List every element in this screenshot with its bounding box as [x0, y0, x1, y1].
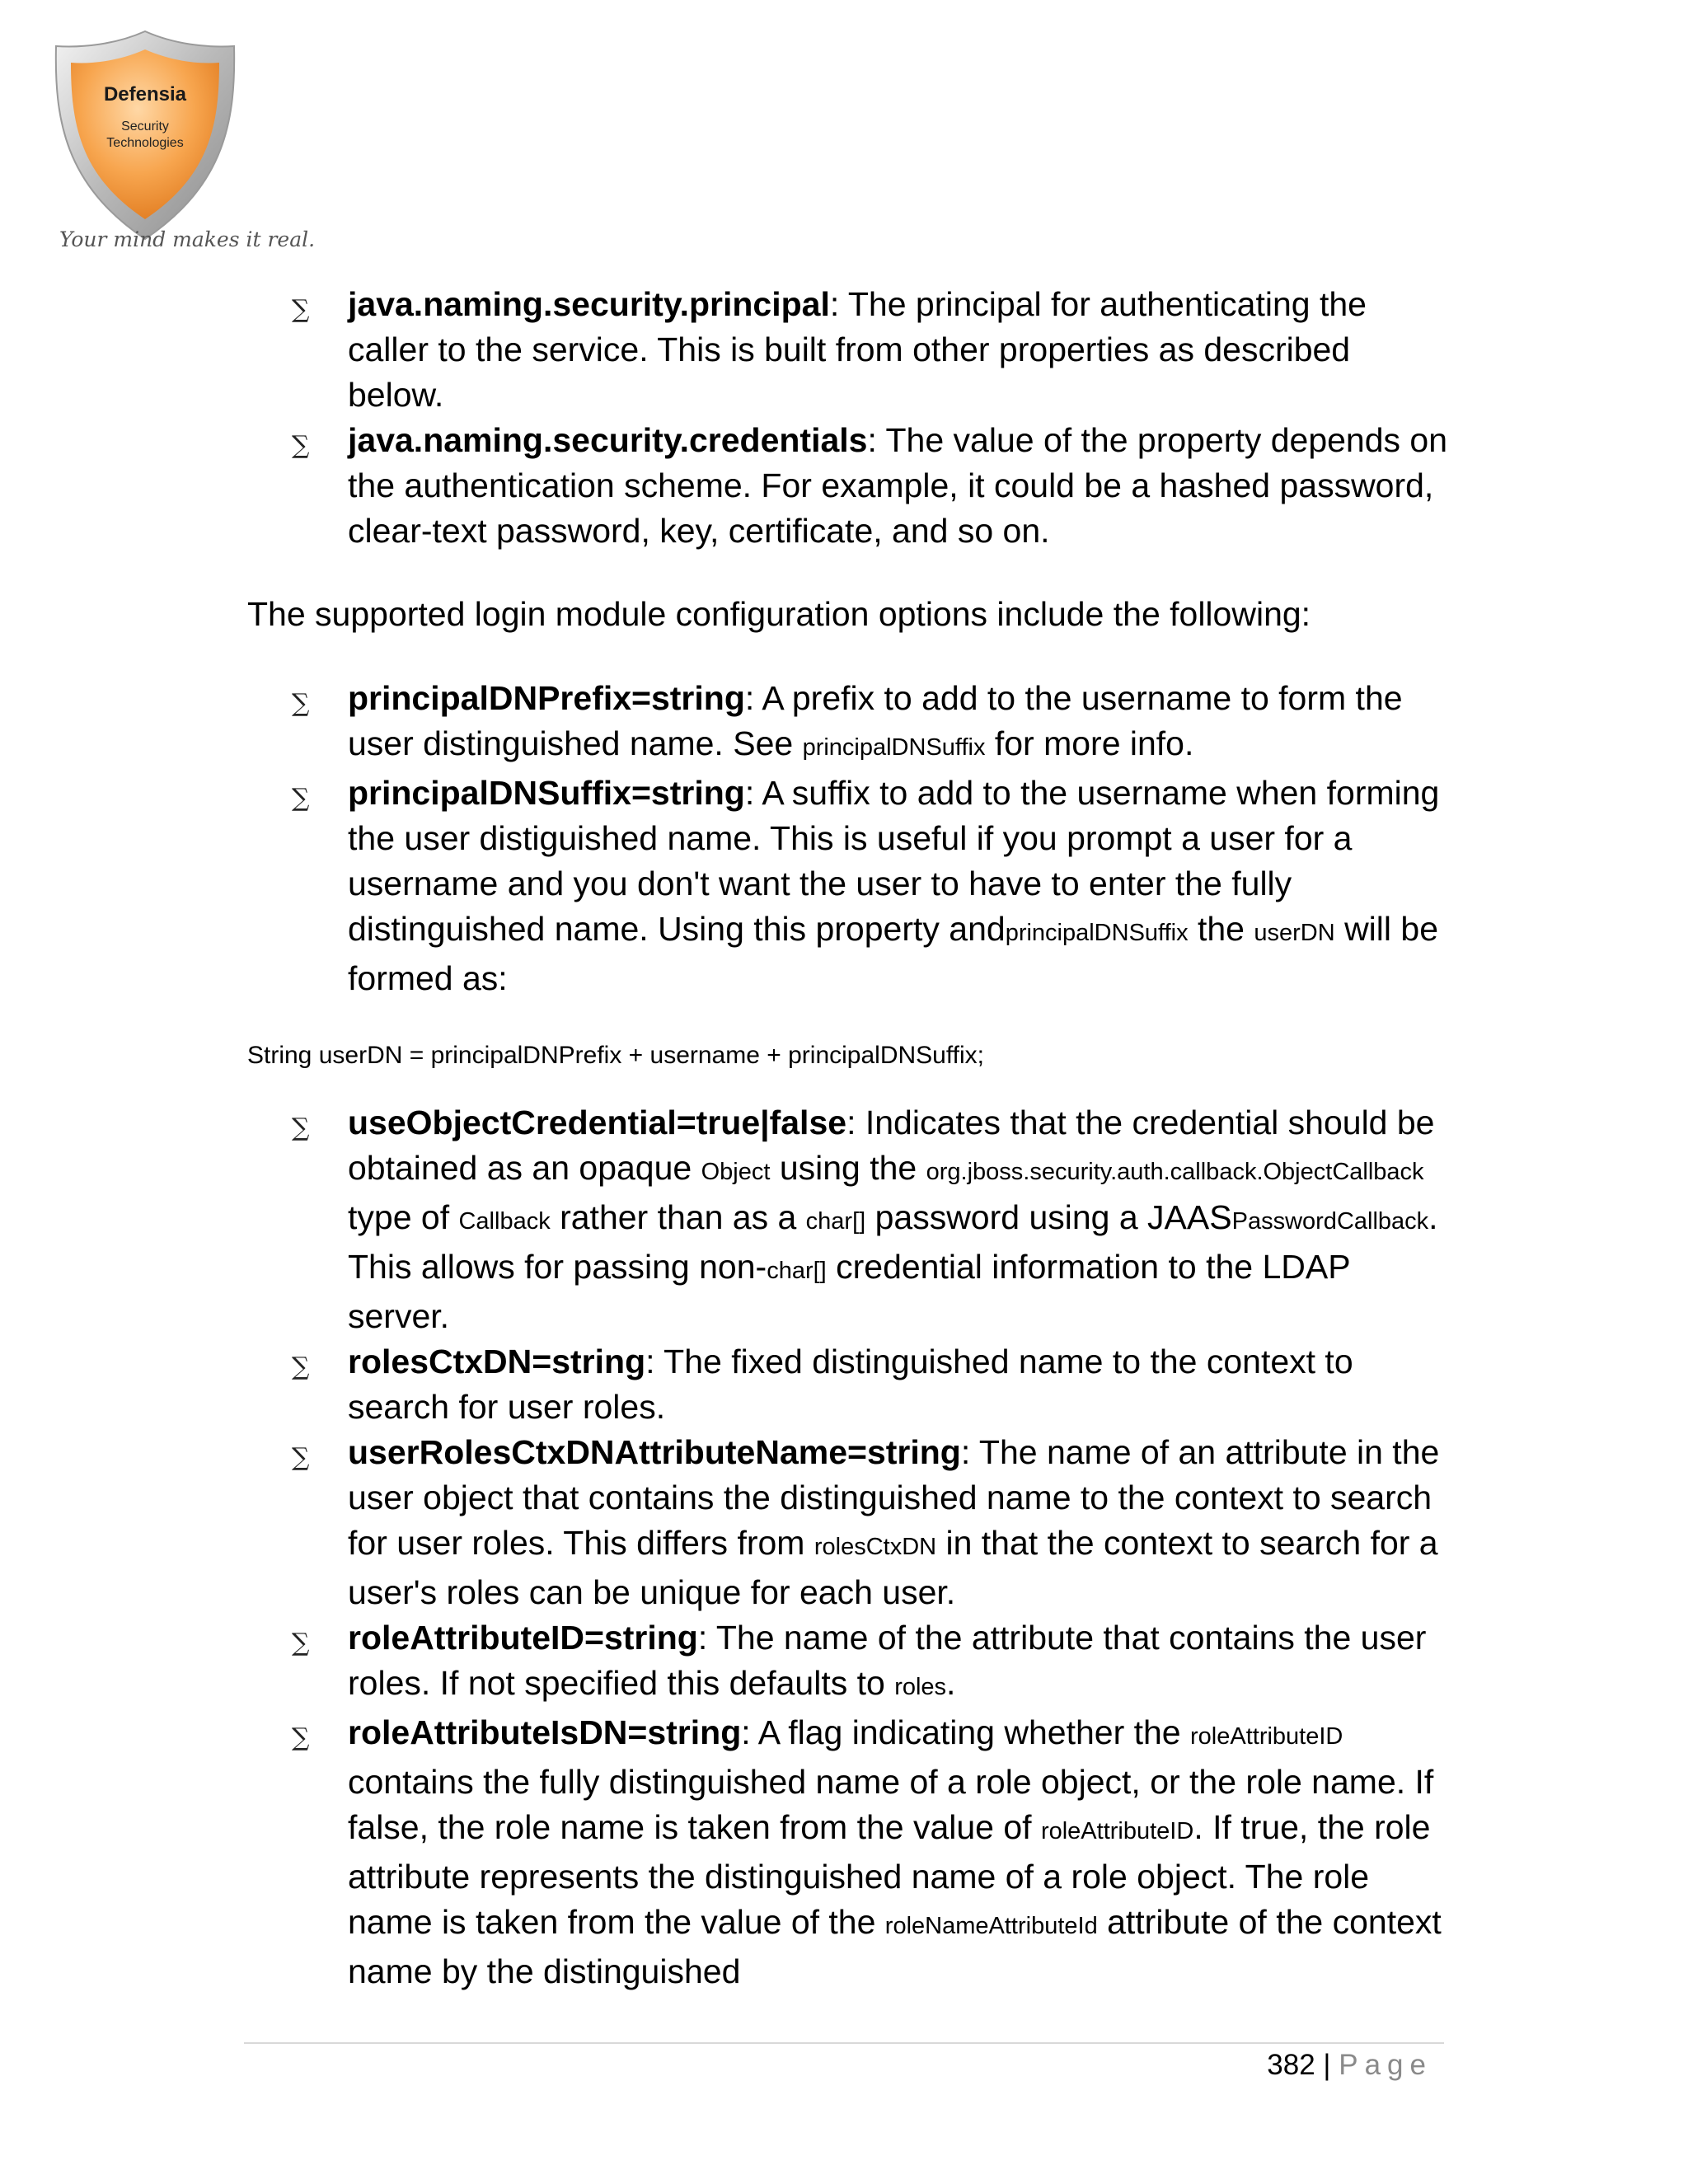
option-term: rolesCtxDN=string — [348, 1343, 646, 1380]
option-term: userRolesCtxDNAttributeName=string — [348, 1433, 961, 1471]
company-logo — [51, 28, 239, 259]
property-term: java.naming.security.credentials — [348, 421, 868, 459]
inline-code: userDN — [1254, 920, 1335, 946]
inline-code: PasswordCallback — [1231, 1208, 1429, 1235]
logo-line1: Security — [121, 120, 169, 134]
option-description: . This allows for passing non- — [348, 1198, 1438, 1286]
option-description: : The name of the attribute that contains the user roles. If not specified this defaults to — [348, 1619, 1427, 1702]
inline-code: roles — [894, 1674, 947, 1700]
property-term: java.naming.security.principal — [348, 285, 830, 323]
footer-separator: | — [1315, 2049, 1339, 2081]
inline-code: roleNameAttributeId — [884, 1913, 1098, 1939]
option-description: type of — [348, 1198, 459, 1236]
inline-code: char[] — [767, 1258, 827, 1284]
bullet-list-options-2 — [247, 1100, 1451, 1994]
inline-code: Object — [701, 1159, 771, 1185]
bullet-icon: ∑ — [292, 1443, 310, 1472]
list-item — [247, 418, 1451, 554]
property-description: : The principal for authenticating the caller to the service. This is built from other properties as described below. — [348, 285, 1367, 414]
option-term: roleAttributeIsDN=string — [348, 1713, 742, 1751]
bullet-icon: ∑ — [292, 1352, 310, 1381]
option-term: useObjectCredential=true|false — [348, 1104, 847, 1141]
inline-code: char[] — [805, 1208, 866, 1235]
logo-tagline: Your mind makes it real. — [59, 227, 316, 251]
page-footer — [1267, 2049, 1432, 2082]
option-description: rather than as a — [550, 1198, 806, 1236]
list-item — [247, 676, 1451, 771]
inline-code: org.jboss.security.auth.callback.ObjectCallback — [926, 1159, 1424, 1185]
page-label: Page — [1339, 2049, 1432, 2081]
inline-code: roleAttributeID — [1190, 1723, 1343, 1750]
bullet-icon: ∑ — [292, 1723, 310, 1752]
option-description: . If true, the role attribute represents the distinguished name of a role object. The role name is taken from the value of the — [348, 1808, 1431, 1941]
option-description: will be formed as: — [348, 910, 1438, 997]
option-description: password using a JAAS — [865, 1198, 1232, 1236]
option-description: in that the context to search for a user's roles can be unique for each user. — [348, 1524, 1438, 1611]
option-description: contains the fully distinguished name of a role object, or the role name. If false, the role name is taken from the value of — [348, 1763, 1434, 1846]
option-description: for more info. — [985, 724, 1194, 762]
list-item — [247, 771, 1451, 1001]
option-description: credential information to the LDAP server. — [348, 1248, 1350, 1335]
list-item — [247, 1339, 1451, 1430]
option-description: the — [1188, 910, 1254, 948]
option-description: : The name of an attribute in the user object that contains the distinguished name to the context to search for user roles. This differs from — [348, 1433, 1440, 1562]
list-item — [247, 1430, 1451, 1615]
inline-code: rolesCtxDN — [814, 1534, 937, 1560]
option-description: . — [946, 1664, 956, 1702]
bullet-icon: ∑ — [292, 295, 310, 324]
inline-code: principalDNSuffix — [1005, 920, 1189, 946]
bullet-list-options — [247, 676, 1451, 1001]
list-item — [247, 282, 1451, 418]
inline-code: principalDNSuffix — [802, 734, 986, 761]
bullet-list-properties — [247, 282, 1451, 554]
option-description: attribute of the context name by the distinguished — [348, 1903, 1442, 1990]
logo-name: Defensia — [103, 83, 187, 105]
option-description: : Indicates that the credential should be obtained as an opaque — [348, 1104, 1435, 1187]
option-description: : The fixed distinguished name to the context to search for user roles. — [348, 1343, 1353, 1426]
option-term: principalDNPrefix=string — [348, 679, 745, 717]
option-description: : A prefix to add to the username to form the user distinguished name. See — [348, 679, 1403, 762]
code-line: String userDN = principalDNPrefix + username + principalDNSuffix; — [247, 1042, 984, 1069]
intro-paragraph: The supported login module configuration options include the following: — [247, 595, 1311, 633]
shield-icon — [51, 28, 239, 242]
bullet-icon: ∑ — [292, 431, 310, 460]
bullet-icon: ∑ — [292, 1629, 310, 1657]
list-item — [247, 1615, 1451, 1710]
list-item — [247, 1100, 1451, 1339]
page-number: 382 — [1267, 2049, 1315, 2081]
option-description: : A suffix to add to the username when forming the user distiguished name. This is useful if you prompt a user for a username and you don't want the user to have to enter the fully distinguished name. Using this property and — [348, 774, 1440, 948]
bullet-icon: ∑ — [292, 784, 310, 813]
option-description: using the — [770, 1149, 926, 1187]
bullet-icon: ∑ — [292, 689, 310, 718]
bullet-icon: ∑ — [292, 1113, 310, 1142]
property-description: : The value of the property depends on the authentication scheme. For example, it could be a hashed password, clear-text password, key, certificate, and so on. — [348, 421, 1448, 550]
page-content — [247, 282, 1451, 1994]
inline-code: Callback — [458, 1208, 551, 1235]
footer-divider — [244, 2042, 1444, 2044]
inline-code: roleAttributeID — [1040, 1818, 1194, 1844]
option-term: principalDNSuffix=string — [348, 774, 745, 812]
option-term: roleAttributeID=string — [348, 1619, 698, 1657]
option-description: : A flag indicating whether the — [741, 1713, 1191, 1751]
logo-line2: Technologies — [106, 136, 184, 150]
list-item — [247, 1710, 1451, 1994]
